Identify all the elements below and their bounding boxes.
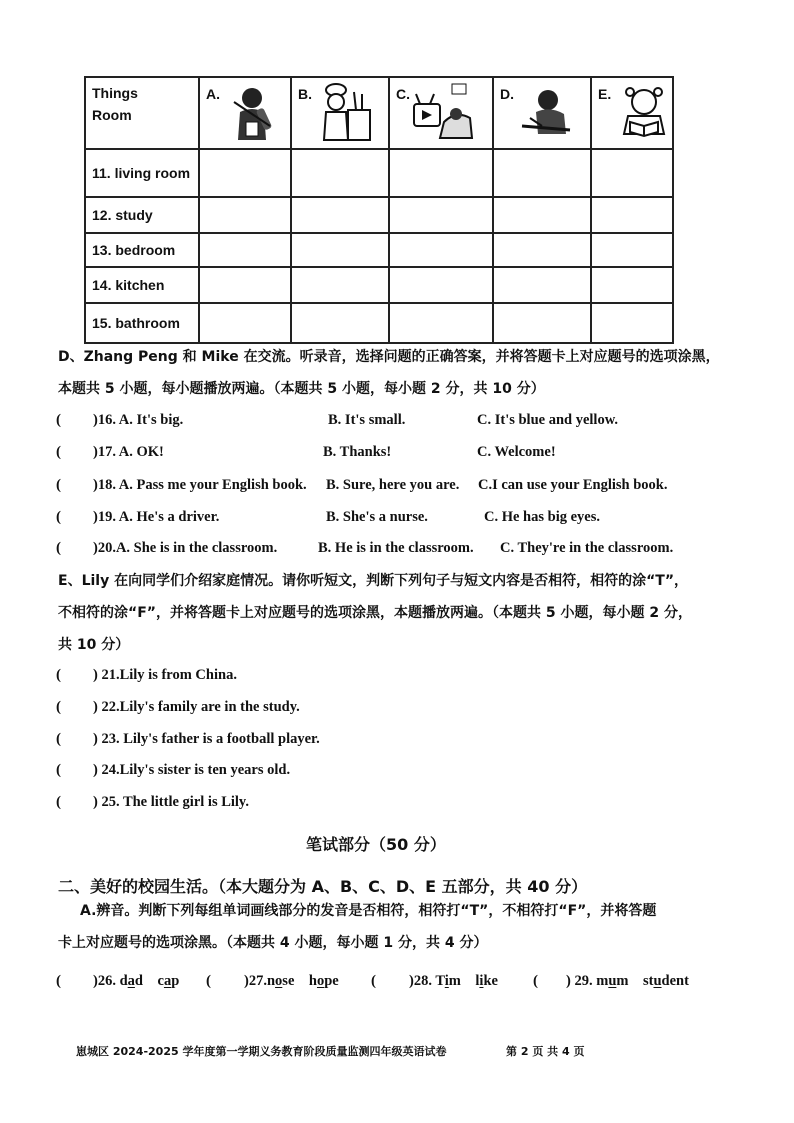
row-label-living-room: 11. living room xyxy=(85,149,199,197)
written-part-title: 笔试部分（50 分） xyxy=(306,835,446,854)
row-label-kitchen: 14. kitchen xyxy=(85,267,199,303)
answer-paren[interactable]: ( xyxy=(56,667,61,683)
part-2a-instruction-2: 卡上对应题号的选项涂黑。（本题共 4 小题，每小题 1 分，共 4 分） xyxy=(58,935,488,951)
row-label-bathroom: 15. bathroom xyxy=(85,303,199,343)
word-1: Tim xyxy=(435,973,461,989)
answer-paren[interactable]: ( xyxy=(56,444,61,460)
answer-paren[interactable]: ( xyxy=(56,540,61,556)
option-d-letter: D. xyxy=(500,86,514,102)
option-d-cell xyxy=(493,77,591,149)
row-label-bedroom: 13. bedroom xyxy=(85,233,199,267)
option-e-cell xyxy=(591,77,673,149)
section-e-instruction-2: 不相符的涂“F”，并将答题卡上对应题号的选项涂黑，本题播放两遍。（本题共 5 小题，每小题 2 分， xyxy=(58,605,692,621)
answer-paren[interactable]: ( xyxy=(56,794,61,810)
section-d-instruction-2: 本题共 5 小题，每小题播放两遍。（本题共 5 小题，每小题 2 分，共 10 分） xyxy=(58,381,545,397)
word-1: nose xyxy=(266,973,295,989)
word-2: like xyxy=(475,973,498,989)
option-a-cell xyxy=(199,77,291,149)
word-2: student xyxy=(642,973,689,989)
answer-paren[interactable]: ( xyxy=(56,699,61,715)
girl-reading-book-icon xyxy=(612,82,678,144)
header-corner-cell xyxy=(85,77,199,149)
person-writing-homework-icon xyxy=(514,82,580,144)
answer-paren[interactable]: ( xyxy=(56,509,61,525)
section-e-instruction-3: 共 10 分） xyxy=(58,637,130,653)
row-label-study: 12. study xyxy=(85,197,199,233)
header-things-label: Things xyxy=(92,85,138,101)
option-b-letter: B. xyxy=(298,86,312,102)
part-2a-instruction-1: A.辨音。判断下列每组单词画线部分的发音是否相符，相符打“T”，不相符打“F”，并将答题 xyxy=(80,903,657,919)
answer-paren[interactable]: ( xyxy=(206,973,211,989)
part-2-title: 二、美好的校园生活。（本大题分为 A、B、C、D、E 五部分，共 40 分） xyxy=(58,877,588,896)
answer-paren[interactable]: ( xyxy=(56,412,61,428)
word-1: mum xyxy=(596,973,629,989)
option-c-cell xyxy=(389,77,493,149)
header-room-label: Room xyxy=(92,107,132,123)
option-b-cell xyxy=(291,77,389,149)
word-2: hope xyxy=(308,973,339,989)
answer-paren[interactable]: ( xyxy=(56,477,61,493)
footer-exam-title: 崽城区 2024-2025 学年度第一学期义务教育阶段质量监测四年级英语试卷 xyxy=(76,1045,447,1058)
answer-paren[interactable]: ( xyxy=(56,762,61,778)
word-2: cap xyxy=(157,973,180,989)
answer-paren[interactable]: ( xyxy=(56,973,61,989)
option-c-letter: C. xyxy=(396,86,410,102)
watching-tv-on-sofa-icon xyxy=(410,82,476,144)
section-d-instruction-1: D、Zhang Peng 和 Mike 在交流。听录音，选择问题的正确答案，并将答题卡上对应题号的选项涂黑， xyxy=(58,349,720,365)
section-e-instruction-1: E、Lily 在向同学们介绍家庭情况。请你听短文，判断下列句子与短文内容是否相符，相符的涂“T”， xyxy=(58,573,689,589)
chef-cooking-icon xyxy=(312,82,378,144)
option-e-letter: E. xyxy=(598,86,612,102)
answer-paren[interactable]: ( xyxy=(56,731,61,747)
answer-paren[interactable]: ( xyxy=(533,973,538,989)
footer-page-number: 第 2 页 共 4 页 xyxy=(506,1045,585,1058)
answer-paren[interactable]: ( xyxy=(371,973,376,989)
word-1: dad xyxy=(119,973,143,989)
option-a-letter: A. xyxy=(206,86,220,102)
matching-table xyxy=(84,76,674,344)
person-playing-violin-icon xyxy=(220,82,286,144)
